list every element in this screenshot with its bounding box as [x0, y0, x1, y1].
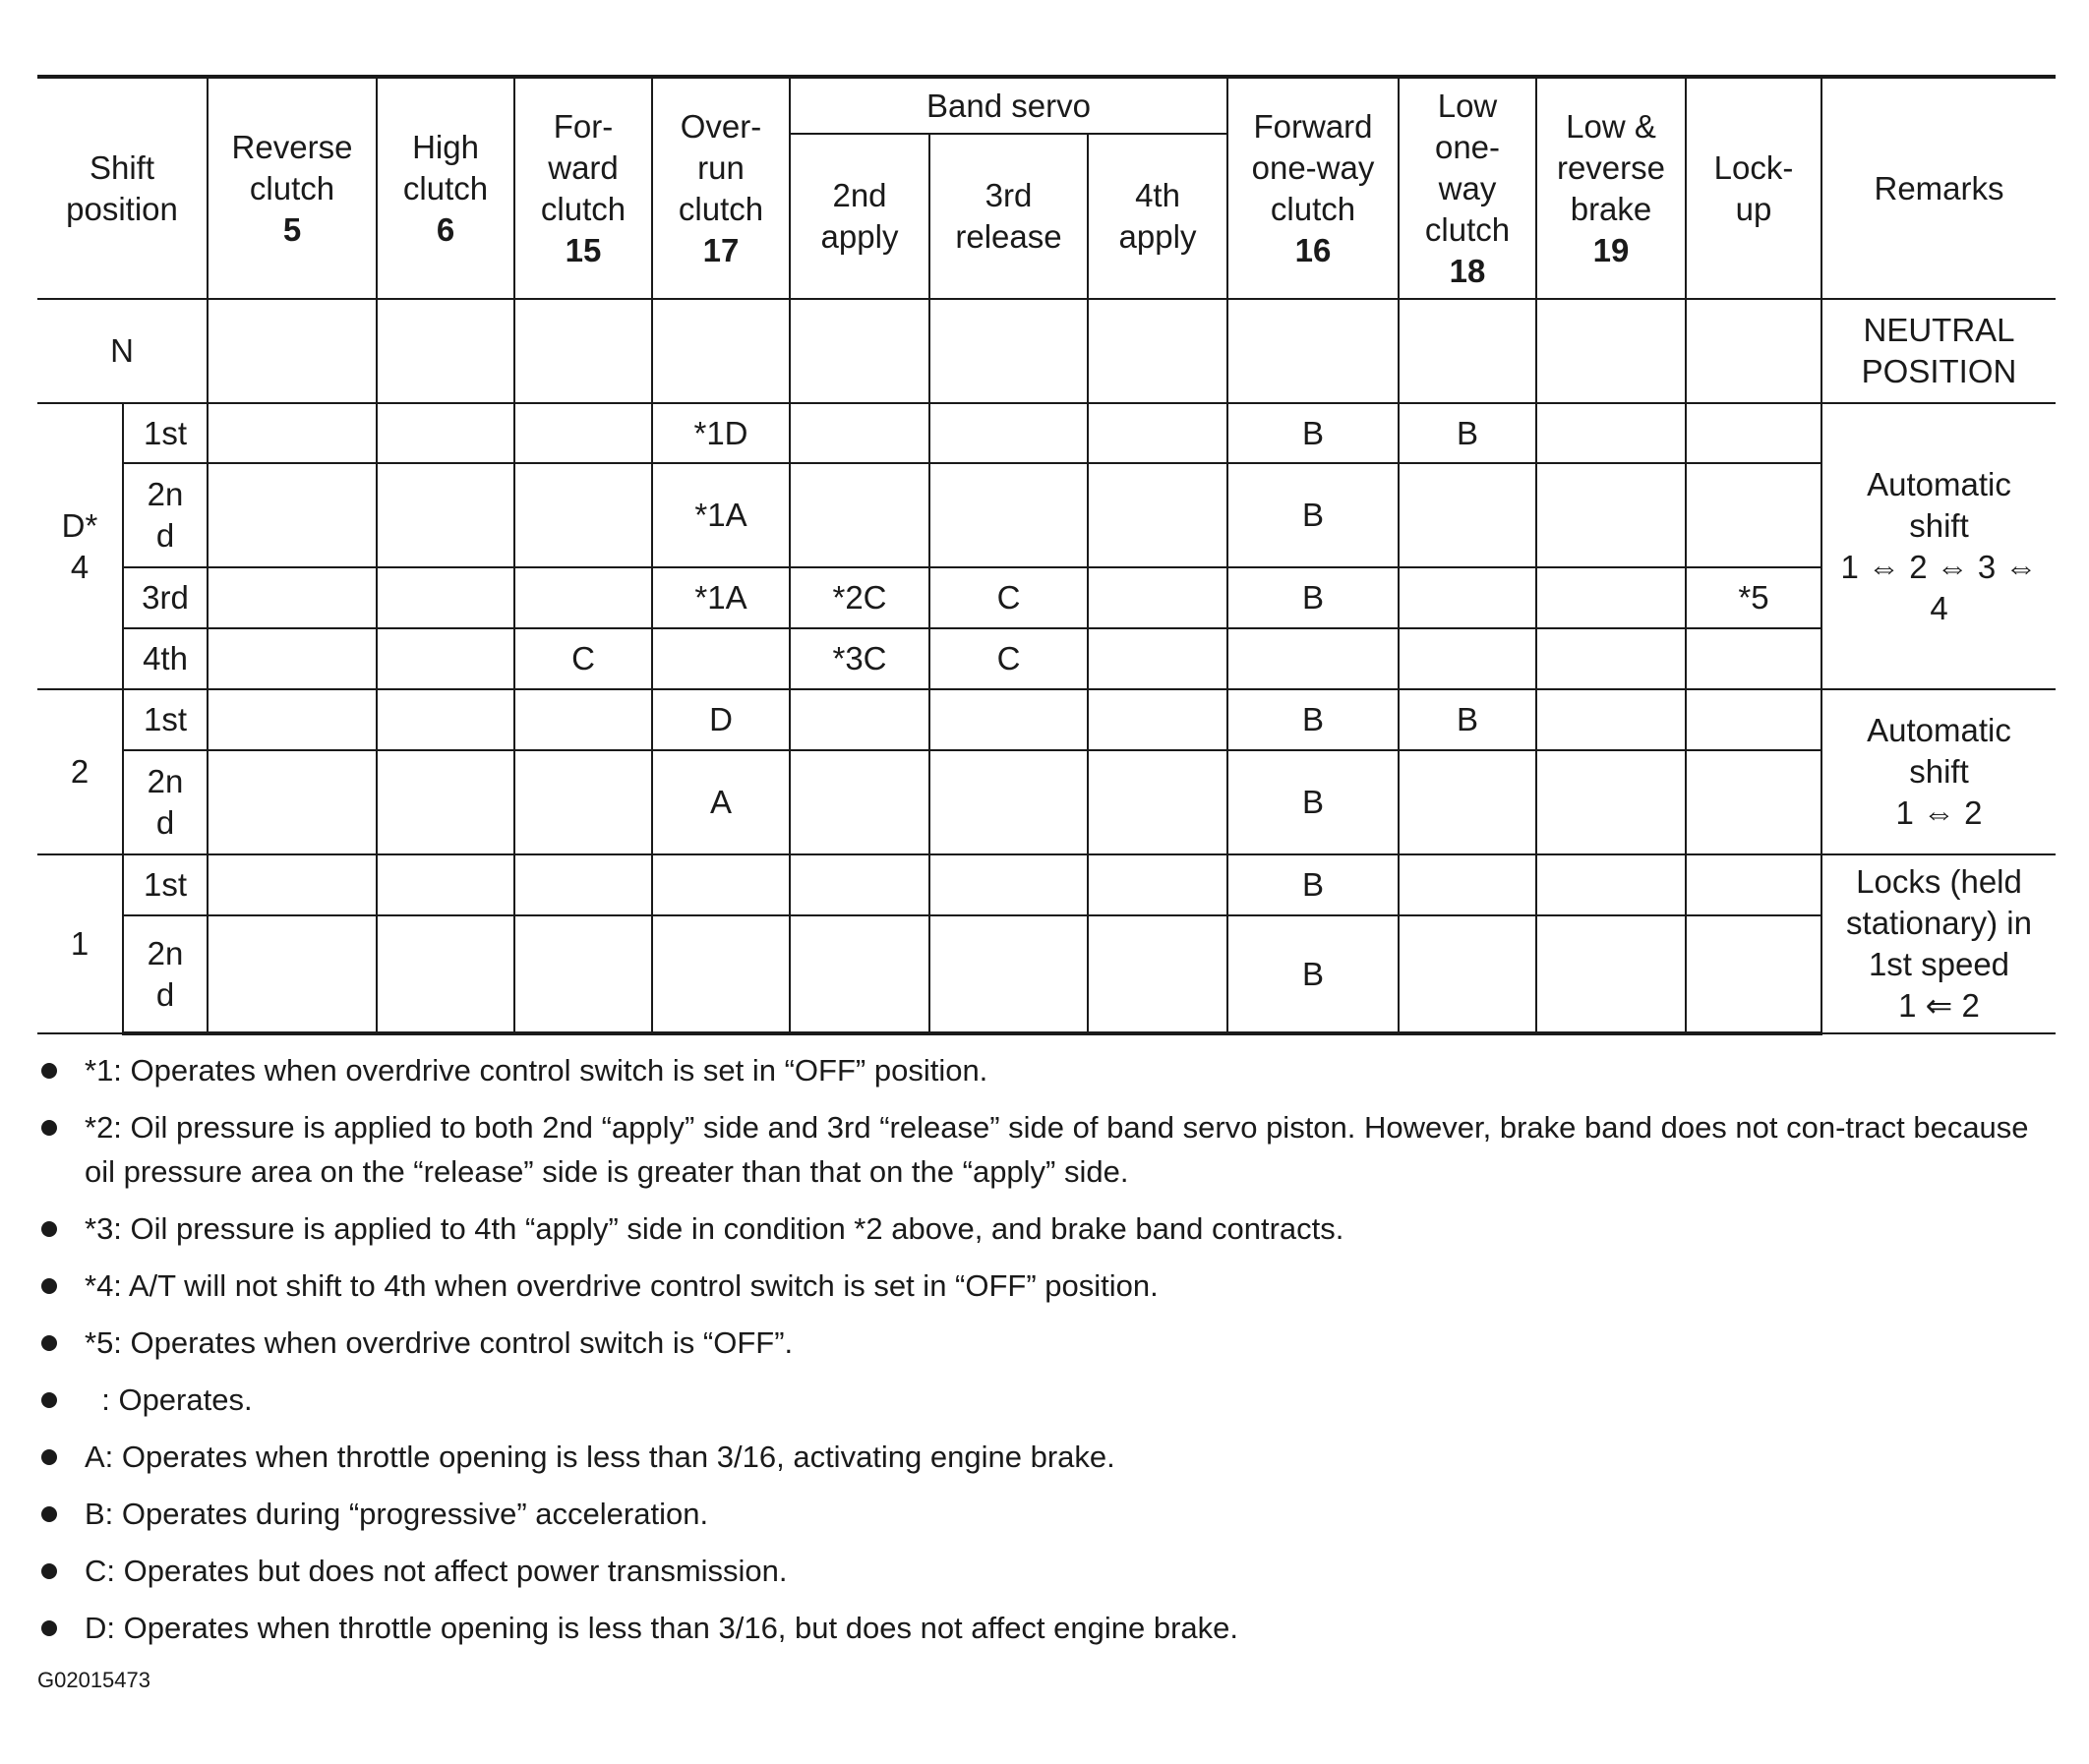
header-band-servo: Band servo	[790, 77, 1227, 134]
note-item: C: Operates but does not affect power transmission.	[37, 1549, 2056, 1593]
cell-forward-clutch: C	[514, 628, 652, 689]
cell	[1686, 750, 1821, 854]
gear-label: 4th	[123, 628, 208, 689]
cell	[1088, 689, 1227, 750]
row-d4-4th	[37, 628, 2056, 689]
cell	[1686, 463, 1821, 567]
cell	[1686, 299, 1821, 403]
cell	[1399, 299, 1536, 403]
cell	[514, 567, 652, 628]
cell	[929, 915, 1088, 1033]
header-low-reverse-brake: Low & reverse brake 19	[1536, 77, 1686, 299]
cell	[377, 628, 514, 689]
cell	[1536, 628, 1686, 689]
row-d4-3rd	[37, 567, 2056, 628]
cell	[1536, 299, 1686, 403]
cell	[377, 567, 514, 628]
gear-label: 2n d	[123, 750, 208, 854]
cell	[1227, 299, 1399, 403]
bullet-icon	[41, 1063, 57, 1079]
cell	[208, 915, 377, 1033]
cell	[1686, 689, 1821, 750]
header-row	[37, 77, 2056, 134]
operation-table	[37, 75, 2056, 1035]
cell-fwd-oneway: B	[1227, 463, 1399, 567]
cell	[790, 299, 929, 403]
cell-3rd-release: C	[929, 567, 1088, 628]
bullet-icon	[41, 1335, 57, 1351]
row-1-2nd	[37, 915, 2056, 1033]
bullet-icon	[41, 1620, 57, 1636]
cell	[1536, 567, 1686, 628]
cell	[790, 854, 929, 915]
remarks-1: Locks (held stationary) in 1st speed 1 ⇐ 2	[1821, 854, 2056, 1033]
note-item: B: Operates during “progressive” acceleration.	[37, 1492, 2056, 1536]
shift-n-label: N	[37, 299, 208, 403]
row-2-2nd	[37, 750, 2056, 854]
header-lockup: Lock- up	[1686, 77, 1821, 299]
note-item: *1: Operates when overdrive control switch is set in “OFF” position.	[37, 1048, 2056, 1092]
cell	[1536, 750, 1686, 854]
bullet-icon	[41, 1392, 57, 1408]
cell-2nd-apply: *2C	[790, 567, 929, 628]
cell-low-oneway: B	[1399, 689, 1536, 750]
shift-1-label: 1	[37, 854, 123, 1033]
cell	[1088, 463, 1227, 567]
cell-lockup: *5	[1686, 567, 1821, 628]
cell	[652, 854, 790, 915]
cell-fwd-oneway: B	[1227, 567, 1399, 628]
header-overrun-clutch: Over- run clutch 17	[652, 77, 790, 299]
clutch-band-chart	[37, 75, 2056, 1035]
cell	[208, 403, 377, 463]
cell-2nd-apply: *3C	[790, 628, 929, 689]
bullet-icon	[41, 1278, 57, 1294]
cell	[1399, 750, 1536, 854]
cell	[377, 854, 514, 915]
cell	[514, 403, 652, 463]
cell-overrun: *1A	[652, 463, 790, 567]
cell	[1088, 915, 1227, 1033]
cell	[1088, 854, 1227, 915]
cell	[208, 567, 377, 628]
row-n	[37, 299, 2056, 403]
cell	[652, 299, 790, 403]
header-4th-apply: 4th apply	[1088, 134, 1227, 299]
footnotes	[37, 1048, 2056, 1663]
cell	[790, 403, 929, 463]
cell	[1088, 299, 1227, 403]
cell	[1088, 567, 1227, 628]
cell	[1399, 915, 1536, 1033]
cell	[790, 915, 929, 1033]
cell	[929, 750, 1088, 854]
row-1-1st	[37, 854, 2056, 915]
cell	[929, 463, 1088, 567]
cell	[514, 854, 652, 915]
cell	[377, 299, 514, 403]
bullet-icon	[41, 1120, 57, 1136]
cell-overrun: *1A	[652, 567, 790, 628]
cell	[514, 463, 652, 567]
cell	[1686, 915, 1821, 1033]
cell	[377, 689, 514, 750]
cell	[208, 463, 377, 567]
cell-fwd-oneway: B	[1227, 403, 1399, 463]
cell	[1088, 750, 1227, 854]
row-d4-2nd	[37, 463, 2056, 567]
cell-overrun: *1D	[652, 403, 790, 463]
cell	[377, 463, 514, 567]
cell	[1686, 628, 1821, 689]
bullet-icon	[41, 1563, 57, 1579]
cell	[1536, 915, 1686, 1033]
header-low-oneway-clutch: Low one- way clutch 18	[1399, 77, 1536, 299]
cell	[208, 299, 377, 403]
note-item: A: Operates when throttle opening is less than 3/16, activating engine brake.	[37, 1435, 2056, 1479]
note-item: *4: A/T will not shift to 4th when overdrive control switch is set in “OFF” position.	[37, 1264, 2056, 1308]
cell	[208, 689, 377, 750]
header-reverse-clutch: Reverse clutch 5	[208, 77, 377, 299]
cell	[1536, 463, 1686, 567]
cell	[790, 463, 929, 567]
cell	[1536, 403, 1686, 463]
gear-label: 1st	[123, 854, 208, 915]
note-item: *3: Oil pressure is applied to 4th “apply” side in condition *2 above, and brake band contracts.	[37, 1206, 2056, 1251]
cell	[1399, 854, 1536, 915]
cell	[790, 750, 929, 854]
cell	[1686, 403, 1821, 463]
cell	[377, 750, 514, 854]
cell	[208, 750, 377, 854]
cell	[1227, 628, 1399, 689]
bullet-icon	[41, 1506, 57, 1522]
cell	[929, 403, 1088, 463]
cell-overrun: D	[652, 689, 790, 750]
cell	[1686, 854, 1821, 915]
header-forward-oneway-clutch: Forward one-way clutch 16	[1227, 77, 1399, 299]
remarks-2: Automatic shift 1 ⇔ 2	[1821, 689, 2056, 854]
row-2-1st	[37, 689, 2056, 750]
cell	[514, 689, 652, 750]
note-item: *2: Oil pressure is applied to both 2nd “apply” side and 3rd “release” side of band servo piston. However, brake band does not con-tract because oil pressure area on the “release” side is greater than that on the “apply” side.	[37, 1105, 2056, 1194]
cell	[1399, 628, 1536, 689]
cell	[652, 915, 790, 1033]
cell-fwd-oneway: B	[1227, 689, 1399, 750]
gear-label: 2n d	[123, 915, 208, 1033]
cell-3rd-release: C	[929, 628, 1088, 689]
cell	[514, 750, 652, 854]
cell	[208, 854, 377, 915]
gear-label: 1st	[123, 403, 208, 463]
cell	[929, 689, 1088, 750]
cell	[1088, 403, 1227, 463]
gear-label: 2n d	[123, 463, 208, 567]
cell	[377, 915, 514, 1033]
cell	[1088, 628, 1227, 689]
cell	[208, 628, 377, 689]
bullet-icon	[41, 1449, 57, 1465]
note-item: D: Operates when throttle opening is less than 3/16, but does not affect engine brake.	[37, 1606, 2056, 1650]
header-remarks: Remarks	[1821, 77, 2056, 299]
cell	[652, 628, 790, 689]
cell	[377, 403, 514, 463]
remarks-d4: Automatic shift 1 ⇔ 2 ⇔ 3 ⇔ 4	[1821, 403, 2056, 689]
cell-fwd-oneway: B	[1227, 750, 1399, 854]
cell	[1399, 463, 1536, 567]
header-forward-clutch: For- ward clutch 15	[514, 77, 652, 299]
remarks-n: NEUTRAL POSITION	[1821, 299, 2056, 403]
header-shift-position: Shift position	[37, 77, 208, 299]
cell-fwd-oneway: B	[1227, 854, 1399, 915]
cell	[1536, 854, 1686, 915]
header-2nd-apply: 2nd apply	[790, 134, 929, 299]
shift-d4-label: D* 4	[37, 403, 123, 689]
cell	[929, 854, 1088, 915]
cell	[929, 299, 1088, 403]
cell	[1399, 567, 1536, 628]
shift-2-label: 2	[37, 689, 123, 854]
note-item: : Operates.	[37, 1378, 2056, 1422]
gear-label: 3rd	[123, 567, 208, 628]
header-3rd-release: 3rd release	[929, 134, 1088, 299]
note-item: *5: Operates when overdrive control switch is “OFF”.	[37, 1321, 2056, 1365]
cell	[514, 299, 652, 403]
figure-id: G02015473	[37, 1668, 150, 1692]
cell-low-oneway: B	[1399, 403, 1536, 463]
cell	[1536, 689, 1686, 750]
gear-label: 1st	[123, 689, 208, 750]
cell-fwd-oneway: B	[1227, 915, 1399, 1033]
bullet-icon	[41, 1221, 57, 1237]
cell	[514, 915, 652, 1033]
row-d4-1st	[37, 403, 2056, 463]
cell	[790, 689, 929, 750]
cell-overrun: A	[652, 750, 790, 854]
header-high-clutch: High clutch 6	[377, 77, 514, 299]
